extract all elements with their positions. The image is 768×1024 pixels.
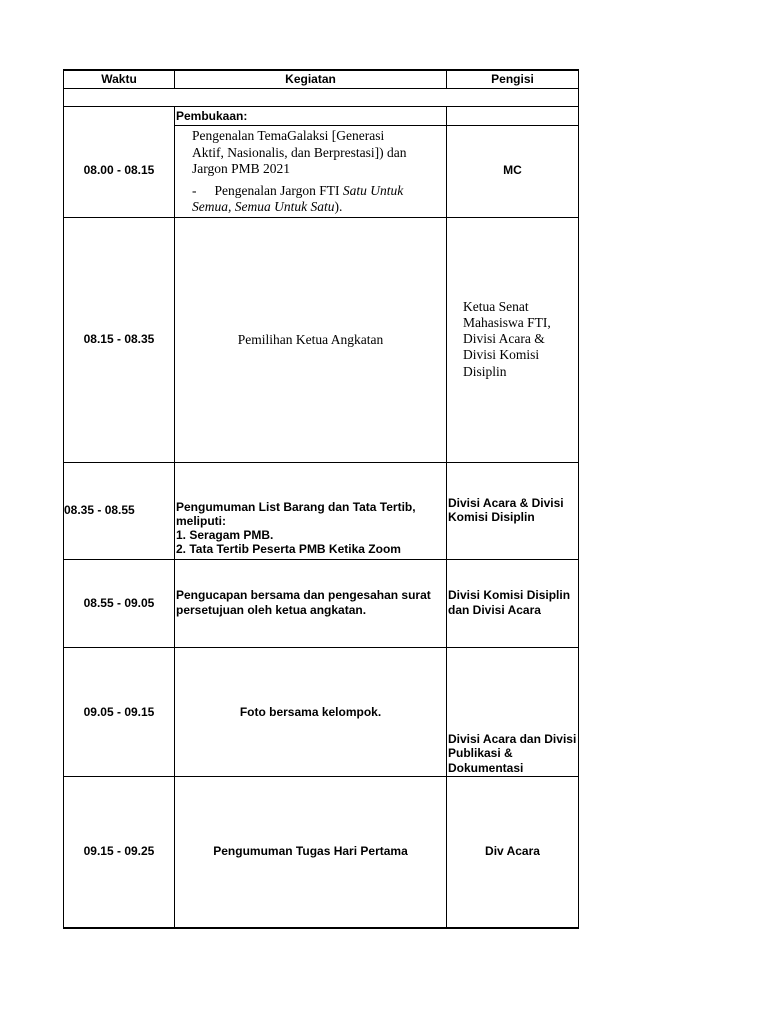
row-2-pengisi-line-4: Divisi Komisi <box>463 347 540 362</box>
jargon-italic-part-1: Satu Untuk <box>342 183 404 198</box>
row-divider <box>174 125 579 126</box>
row-divider <box>63 776 579 777</box>
row-1-kegiatan-line-3: Jargon PMB 2021 <box>192 161 291 176</box>
row-divider <box>63 462 579 463</box>
row-1-waktu: 08.00 - 08.15 <box>83 163 155 177</box>
jargon-italic-part-2: Semua, Semua Untuk Satu <box>192 199 335 214</box>
row-1-kegiatan-line-1: Pengenalan TemaGalaksi [Generasi <box>192 128 385 143</box>
row-6-kegiatan: Pengumuman Tugas Hari Pertama <box>213 844 408 858</box>
row-divider <box>63 106 579 107</box>
row-2-pengisi-line-2: Mahasiswa FTI, <box>463 315 551 330</box>
bullet-dash: - <box>192 183 197 198</box>
row-2-pengisi-line-3: Divisi Acara & <box>463 331 545 346</box>
row-5-pengisi-line-2: Publikasi & <box>448 746 513 760</box>
row-1-kegiatan-bullet-cont <box>192 199 342 216</box>
row-5-waktu: 09.05 - 09.15 <box>83 705 155 719</box>
row-4-pengisi-line-2: dan Divisi Acara <box>448 603 541 617</box>
row-4-waktu: 08.55 - 09.05 <box>83 596 155 610</box>
row-1-pengisi: MC <box>503 163 522 177</box>
row-3-kegiatan-line-4: 2. Tata Tertib Peserta PMB Ketika Zoom <box>176 542 401 556</box>
row-3-kegiatan-line-3: 1. Seragam PMB. <box>176 528 274 542</box>
row-3-kegiatan-line-2: meliputi: <box>176 514 226 528</box>
table-border-right <box>578 69 579 929</box>
section-heading-pembukaan: Pembukaan: <box>176 109 248 123</box>
row-divider <box>63 647 579 648</box>
row-3-kegiatan-line-1: Pengumuman List Barang dan Tata Tertib, <box>176 500 416 514</box>
header-kegiatan: Kegiatan <box>285 72 336 86</box>
row-5-pengisi-line-3: Dokumentasi <box>448 761 524 775</box>
table-border-top <box>63 69 579 71</box>
row-divider <box>63 217 579 218</box>
row-divider <box>63 559 579 560</box>
row-1-kegiatan-bullet <box>192 183 403 200</box>
row-2-pengisi-line-1: Ketua Senat <box>463 299 529 314</box>
row-2-pengisi-line-5: Disiplin <box>463 364 507 379</box>
bullet-end: ). <box>334 199 343 214</box>
row-3-waktu: 08.35 - 08.55 <box>64 503 135 517</box>
row-4-pengisi-line-1: Divisi Komisi Disiplin <box>448 588 571 602</box>
table-border-bottom <box>63 927 579 929</box>
row-3-pengisi-line-2: Komisi Disiplin <box>448 510 535 524</box>
header-bottom-rule <box>63 88 579 89</box>
row-1-kegiatan-line-2: Aktif, Nasionalis, dan Berprestasi]) dan <box>192 145 407 160</box>
column-divider <box>446 106 447 929</box>
header-pengisi: Pengisi <box>491 72 534 86</box>
row-3-pengisi-line-1: Divisi Acara & Divisi <box>448 496 564 510</box>
bullet-text: Pengenalan Jargon FTI <box>214 183 340 198</box>
row-6-waktu: 09.15 - 09.25 <box>83 844 155 858</box>
row-4-kegiatan-line-1: Pengucapan bersama dan pengesahan surat <box>176 588 431 602</box>
column-divider <box>174 106 175 929</box>
table-border-left <box>63 69 64 929</box>
header-waktu: Waktu <box>101 72 137 86</box>
row-5-pengisi-line-1: Divisi Acara dan Divisi <box>448 732 577 746</box>
row-2-kegiatan: Pemilihan Ketua Angkatan <box>237 332 384 347</box>
row-5-kegiatan: Foto bersama kelompok. <box>239 705 382 719</box>
row-2-waktu: 08.15 - 08.35 <box>83 332 155 346</box>
row-4-kegiatan-line-2: persetujuan oleh ketua angkatan. <box>176 603 367 617</box>
row-6-pengisi: Div Acara <box>485 844 540 858</box>
